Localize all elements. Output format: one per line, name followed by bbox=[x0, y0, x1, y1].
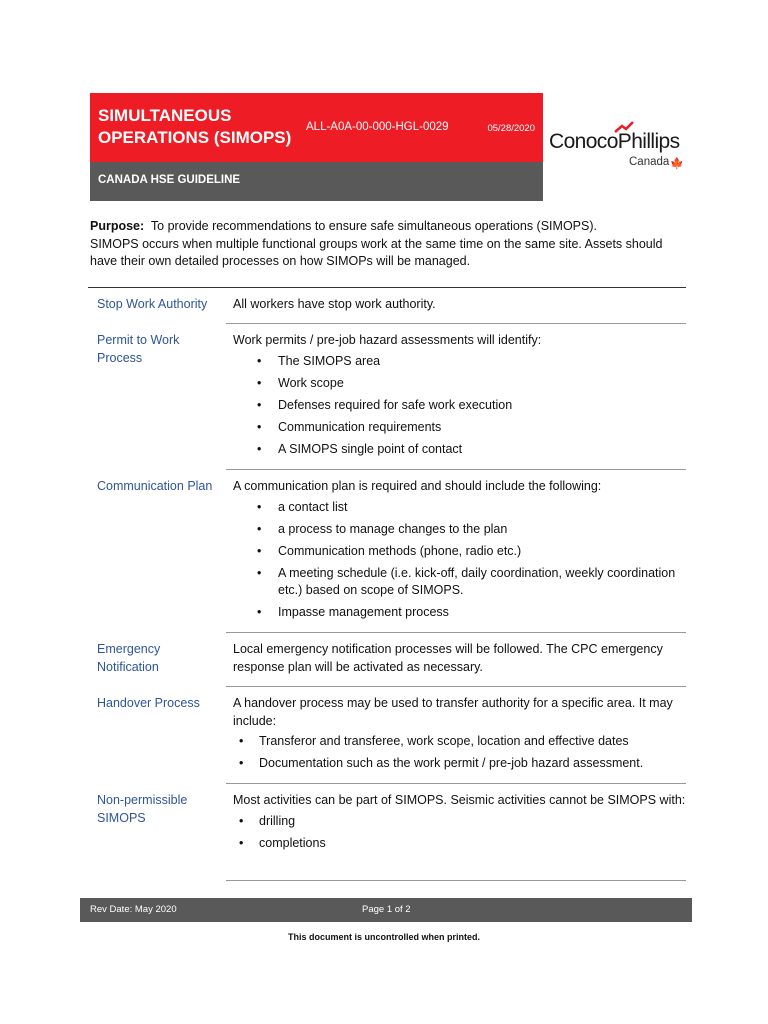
row-label: Handover Process bbox=[97, 696, 200, 710]
row-text: All workers have stop work authority. bbox=[233, 297, 436, 311]
list-item: • drilling bbox=[233, 813, 686, 831]
maple-leaf-icon: 🍁 bbox=[670, 158, 684, 170]
document-date: 05/28/2020 bbox=[487, 123, 535, 134]
row-label: Stop Work Authority bbox=[97, 297, 208, 311]
row-label: Communication Plan bbox=[97, 479, 213, 493]
document-id: ALL-A0A-00-000-HGL-0029 bbox=[306, 121, 449, 133]
table-row bbox=[97, 324, 686, 470]
row-label: Non-permissible SIMOPS bbox=[97, 793, 188, 825]
revision-date: Rev Date: May 2020 bbox=[90, 904, 177, 915]
list-item: • Impasse management process bbox=[233, 604, 686, 622]
list-item: • a process to manage changes to the plan bbox=[233, 521, 686, 539]
list-item: • Communication requirements bbox=[233, 419, 686, 437]
purpose-section bbox=[90, 218, 690, 271]
table-row bbox=[97, 687, 686, 784]
company-logo bbox=[549, 122, 689, 172]
table-row bbox=[97, 288, 686, 324]
footer-bar bbox=[80, 898, 692, 922]
row-text: A handover process may be used to transfer authority for a specific area. It may include: bbox=[233, 696, 673, 728]
table-row bbox=[97, 784, 686, 881]
logo-name: ConocoPhillips bbox=[549, 130, 680, 153]
list-item: • A meeting schedule (i.e. kick-off, daily coordination, weekly coordination etc.) based on scope of SIMOPS. bbox=[233, 565, 686, 600]
guideline-table bbox=[88, 287, 686, 881]
guideline-label: CANADA HSE GUIDELINE bbox=[98, 174, 241, 186]
row-text: A communication plan is required and should include the following: bbox=[233, 479, 602, 493]
list-item: • The SIMOPS area bbox=[233, 353, 686, 371]
header-title-block bbox=[90, 93, 543, 162]
list-item: • Work scope bbox=[233, 375, 686, 393]
page-number: Page 1 of 2 bbox=[362, 904, 411, 915]
list-item: • Communication methods (phone, radio etc.) bbox=[233, 543, 686, 561]
row-text: Work permits / pre-job hazard assessments will identify: bbox=[233, 333, 542, 347]
row-text: Local emergency notification processes will be followed. The CPC emergency response plan will be activated as necessary. bbox=[233, 642, 663, 674]
list-item: • completions bbox=[233, 835, 686, 853]
row-label: Emergency Notification bbox=[97, 642, 161, 674]
header-subtitle-block bbox=[90, 162, 543, 201]
purpose-label: Purpose: bbox=[90, 219, 145, 233]
table-row bbox=[97, 470, 686, 633]
table-row bbox=[97, 633, 686, 687]
list-item: • Defenses required for safe work execution bbox=[233, 397, 686, 415]
list-item: • Transferor and transferee, work scope, location and effective dates bbox=[233, 733, 686, 751]
list-item: • A SIMOPS single point of contact bbox=[233, 441, 686, 459]
logo-subtitle: Canada bbox=[629, 156, 670, 168]
document-title: SIMULTANEOUS OPERATIONS (SIMOPS) bbox=[98, 106, 292, 147]
list-item: • a contact list bbox=[233, 499, 686, 517]
purpose-text-2: SIMOPS occurs when multiple functional groups work at the same time on the same site. Assets should have their own detailed processes on how SIMOPs will be managed. bbox=[90, 236, 663, 268]
purpose-text: To provide recommendations to ensure safe simultaneous operations (SIMOPS). bbox=[150, 219, 597, 233]
row-label: Permit to Work Process bbox=[97, 333, 180, 365]
list-item: • Documentation such as the work permit / pre-job hazard assessment. bbox=[233, 755, 686, 773]
uncontrolled-note: This document is uncontrolled when printed. bbox=[287, 932, 480, 942]
row-text: Most activities can be part of SIMOPS. Seismic activities cannot be SIMOPS with: bbox=[233, 793, 686, 807]
